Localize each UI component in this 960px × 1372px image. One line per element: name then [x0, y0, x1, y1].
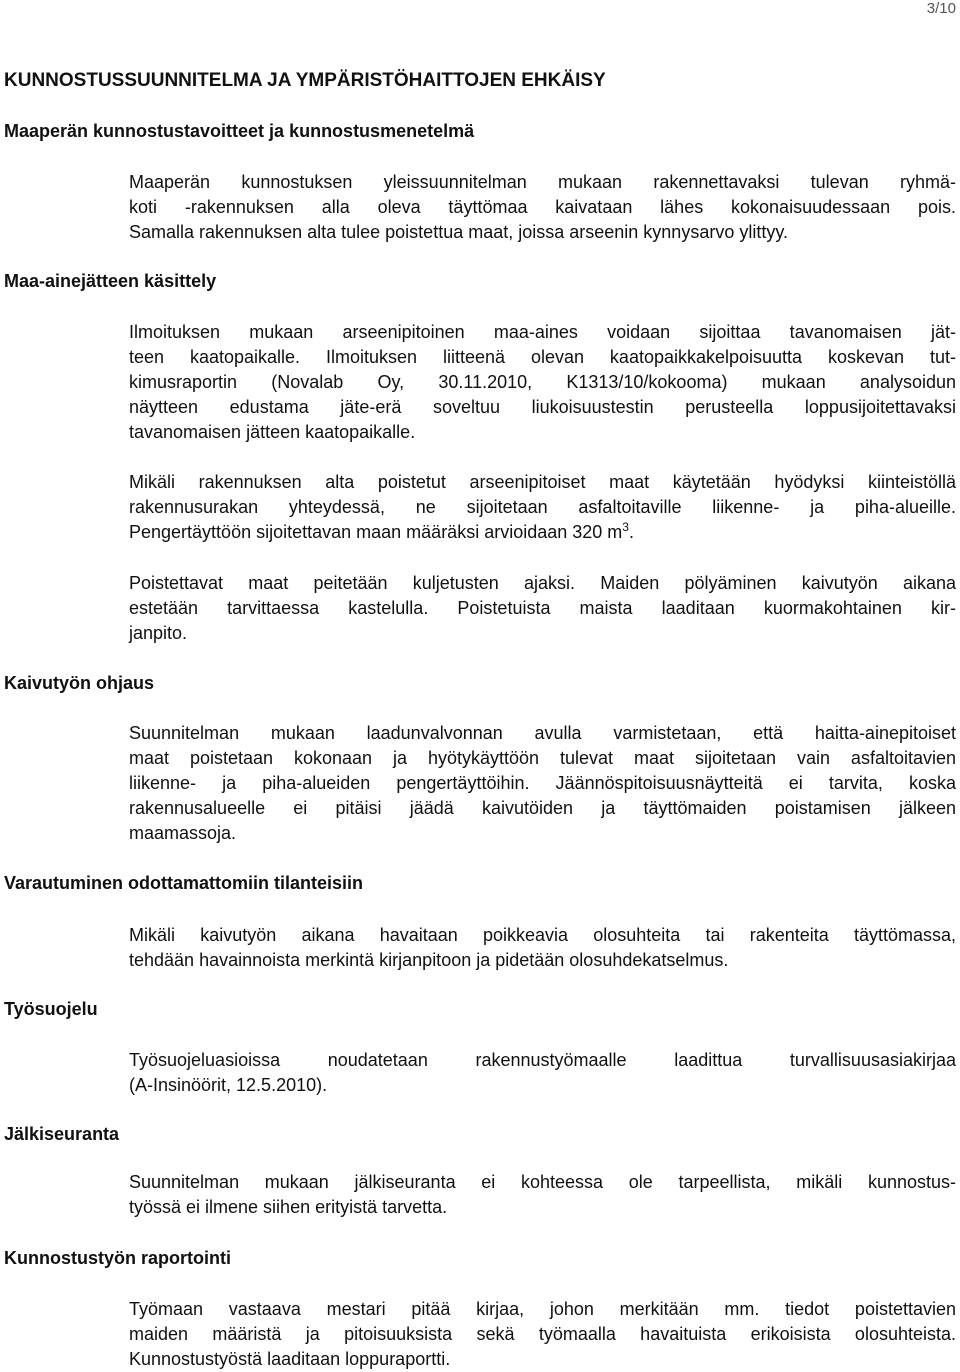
text-line: Työmaan vastaava mestari pitää kirjaa, johon merkitään mm. tiedot poistettavien [129, 1299, 956, 1319]
heading-tyosuojelu: Työsuojelu [4, 999, 98, 1019]
text-line: teen kaatopaikalle. Ilmoituksen liitteenä olevan kaatopaikkakelpoisuutta koskevan tut- [129, 347, 956, 367]
page-number: 3/10 [926, 0, 956, 17]
text-line [129, 520, 956, 545]
heading-varautuminen: Varautuminen odottamattomiin tilanteisiin [4, 873, 364, 893]
heading-kaivutyon-ohjaus: Kaivutyön ohjaus [4, 673, 155, 693]
text-fragment: Pengertäyttöön sijoitettavan maan määräksi arvioidaan 320 m [129, 522, 623, 542]
text-line: Työsuojeluasioissa noudatetaan rakennustyömaalle laadittua turvallisuusasiakirjaa [129, 1050, 956, 1070]
document-title: KUNNOSTUSSUUNNITELMA JA YMPÄRISTÖHAITTOJEN EHKÄISY [4, 70, 606, 91]
text-line: liikenne- ja piha-alueiden pengertäyttöihin. Jäännöspitoisuusnäytteitä ei tarvita, koska [129, 773, 956, 793]
heading-kunnostustyon-raportointi: Kunnostustyön raportointi [4, 1248, 231, 1268]
superscript: 3 [622, 520, 629, 534]
text-line: kimusraportin (Novalab Oy, 30.11.2010, K1313/10/kokooma) mukaan analysoidun [129, 372, 956, 392]
text-line: työssä ei ilmene siihen erityistä tarvetta. [129, 1197, 448, 1217]
heading-jalkiseuranta: Jälkiseuranta [4, 1124, 120, 1144]
text-line: maiden määristä ja pitoisuuksista sekä työmaalla havaituista erikoisista olosuhteista. [129, 1324, 956, 1344]
text-line: maat poistetaan kokonaan ja hyötykäyttöön tulevat maat sijoitetaan vain asfaltoitavien [129, 748, 956, 768]
text-line: Mikäli rakennuksen alta poistetut arseenipitoiset maat käytetään hyödyksi kiinteistöllä [129, 472, 956, 492]
paragraph-raportointi [129, 1297, 956, 1372]
text-line: (A-Insinöörit, 12.5.2010). [129, 1075, 328, 1095]
paragraph-maa-aines-2 [129, 470, 956, 545]
paragraph-maa-aines-1 [129, 320, 956, 445]
text-line: koti -rakennuksen alla oleva täyttömaa kaivataan lähes kokonaisuudessaan pois. [129, 197, 956, 217]
paragraph-kunnostustavoitteet [129, 170, 956, 245]
paragraph-maa-aines-3 [129, 571, 956, 646]
heading-maa-ainejatteen-kasittely: Maa-ainejätteen käsittely [4, 271, 217, 291]
text-line: Maaperän kunnostuksen yleissuunnitelman mukaan rakennettavaksi tulevan ryhmä- [129, 172, 956, 192]
text-line: janpito. [129, 623, 188, 643]
text-line: Ilmoituksen mukaan arseenipitoinen maa-aines voidaan sijoittaa tavanomaisen jät- [129, 322, 956, 342]
text-fragment: . [628, 522, 634, 542]
text-line: estetään tarvittaessa kastelulla. Poistetuista maista laaditaan kuormakohtainen kir- [129, 598, 956, 618]
text-line: Samalla rakennuksen alta tulee poistettua maat, joissa arseenin kynnysarvo ylittyy. [129, 222, 789, 242]
text-line: Mikäli kaivutyön aikana havaitaan poikkeavia olosuhteita tai rakenteita täyttömassa, [129, 925, 956, 945]
text-line: Suunnitelman mukaan jälkiseuranta ei kohteessa ole tarpeellista, mikäli kunnostus- [129, 1172, 956, 1192]
text-line: Kunnostustyöstä laaditaan loppuraportti. [129, 1349, 451, 1369]
paragraph-tyosuojelu [129, 1048, 956, 1098]
text-line: maamassoja. [129, 823, 237, 843]
text-line: näytteen edustama jäte-erä soveltuu liukoisuustestin perusteella loppusijoitettavaksi [129, 397, 956, 417]
heading-kunnostustavoitteet: Maaperän kunnostustavoitteet ja kunnostusmenetelmä [4, 121, 475, 141]
text-line: rakennusalueelle ei pitäisi jäädä kaivutöiden ja täyttömaiden poistamisen jälkeen [129, 798, 956, 818]
text-line: rakennusurakan yhteydessä, ne sijoitetaan asfaltoitaville liikenne- ja piha-alueille. [129, 497, 956, 517]
text-line: Poistettavat maat peitetään kuljetusten ajaksi. Maiden pölyäminen kaivutyön aikana [129, 573, 956, 593]
text-line: tavanomaisen jätteen kaatopaikalle. [129, 422, 416, 442]
paragraph-jalkiseuranta [129, 1170, 956, 1220]
text-line: Suunnitelman mukaan laadunvalvonnan avulla varmistetaan, että haitta-ainepitoiset [129, 723, 956, 743]
text-line: tehdään havainnoista merkintä kirjanpitoon ja pidetään olosuhdekatselmus. [129, 950, 729, 970]
paragraph-kaivutyon-ohjaus [129, 721, 956, 846]
paragraph-varautuminen [129, 923, 956, 973]
